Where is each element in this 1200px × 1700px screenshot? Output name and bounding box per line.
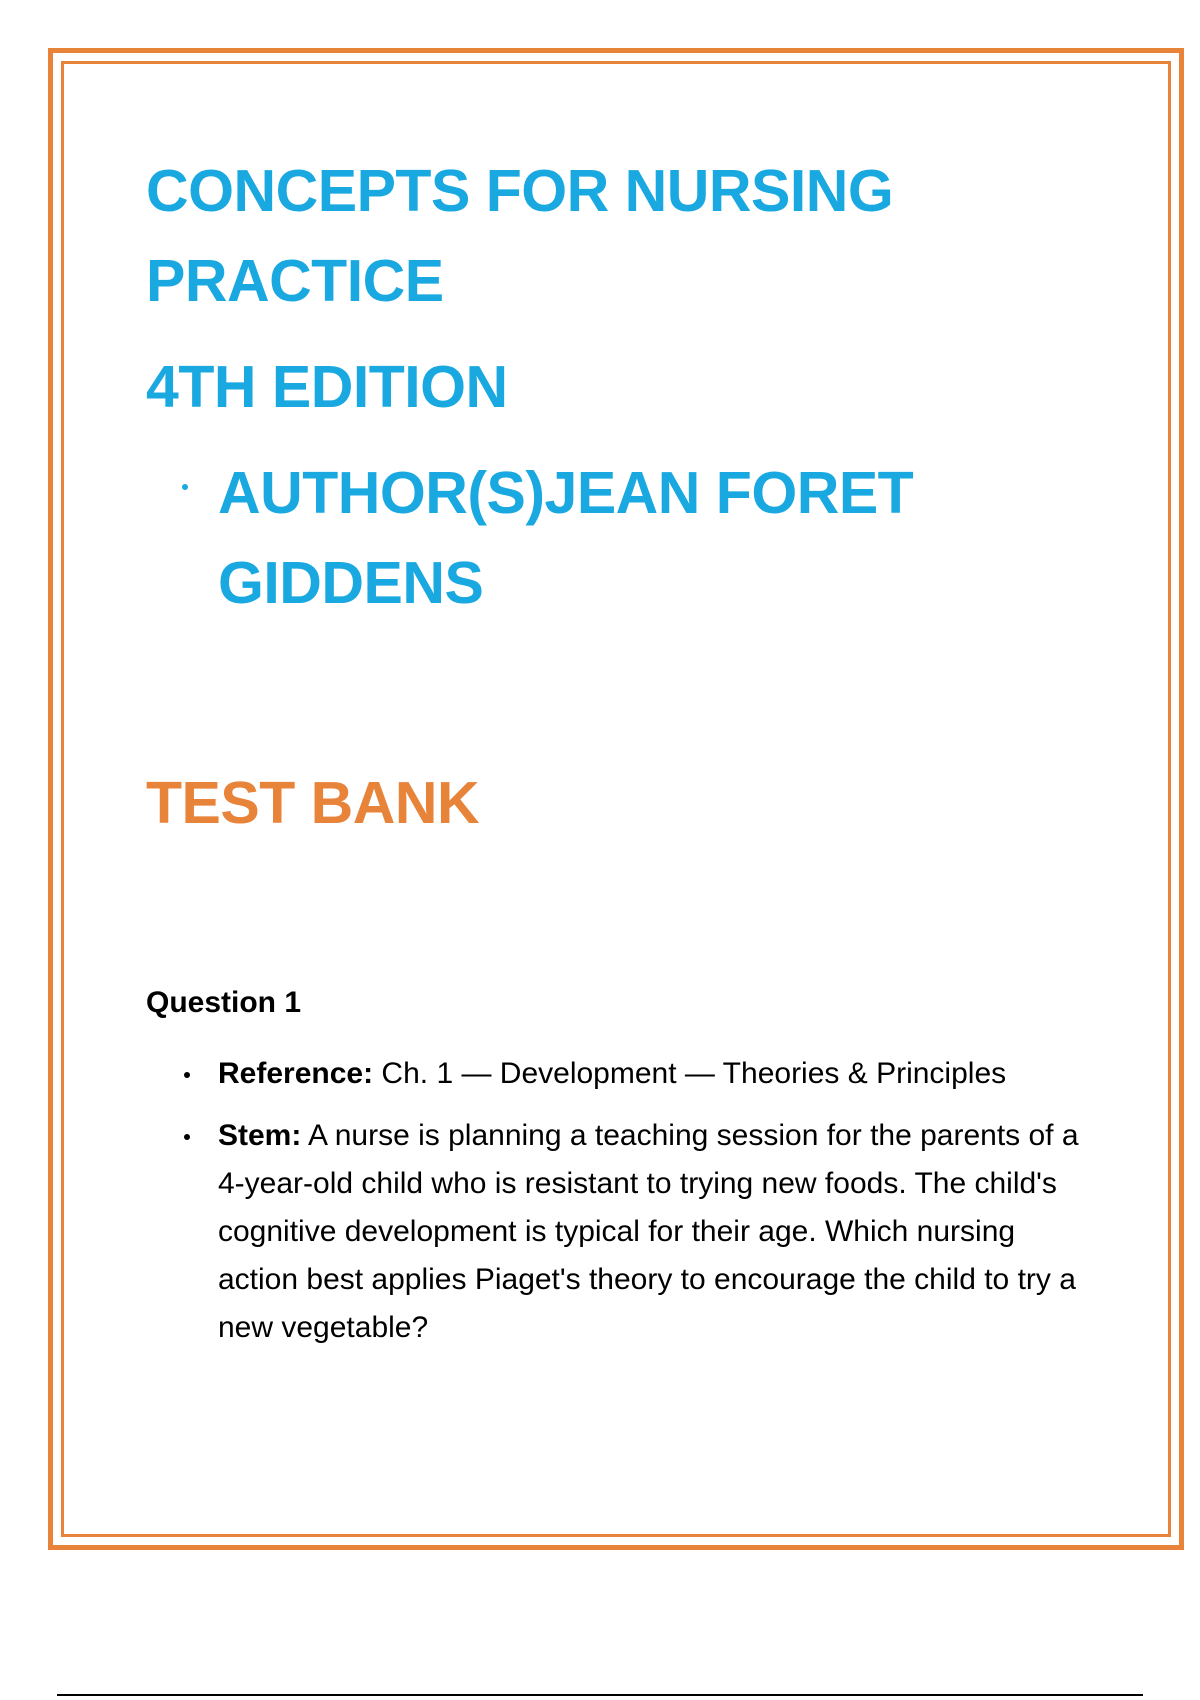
bottom-divider — [57, 1694, 1143, 1696]
reference-text: Ch. 1 — Development — Theories & Principles — [381, 1057, 1007, 1090]
test-bank-heading: TEST BANK — [146, 770, 480, 836]
question-heading: Question 1 — [146, 986, 302, 1019]
author-line-1: AUTHOR(S)JEAN FORET — [218, 460, 914, 526]
author-bullet-icon — [182, 484, 188, 490]
reference-label: Reference: — [218, 1057, 374, 1090]
stem-label: Stem: — [218, 1119, 302, 1152]
edition-label: 4TH EDITION — [146, 354, 508, 420]
question-details-list — [146, 1050, 1096, 1366]
title-line-1: CONCEPTS FOR NURSING — [146, 158, 894, 224]
stem-text: A nurse is planning a teaching session for the parents of a 4-year-old child who is resistant to trying new foods. The child's cognitive development is typical for their age. Which nursing action best applies Piaget's theory to encourage the child to try a new vegetable? — [218, 1119, 1079, 1344]
bullet-icon — [184, 1072, 190, 1078]
stem-item — [146, 1112, 1096, 1352]
bullet-icon — [184, 1134, 190, 1140]
author-line-2: GIDDENS — [218, 550, 484, 616]
title-line-2: PRACTICE — [146, 248, 444, 314]
reference-item — [146, 1050, 1096, 1098]
